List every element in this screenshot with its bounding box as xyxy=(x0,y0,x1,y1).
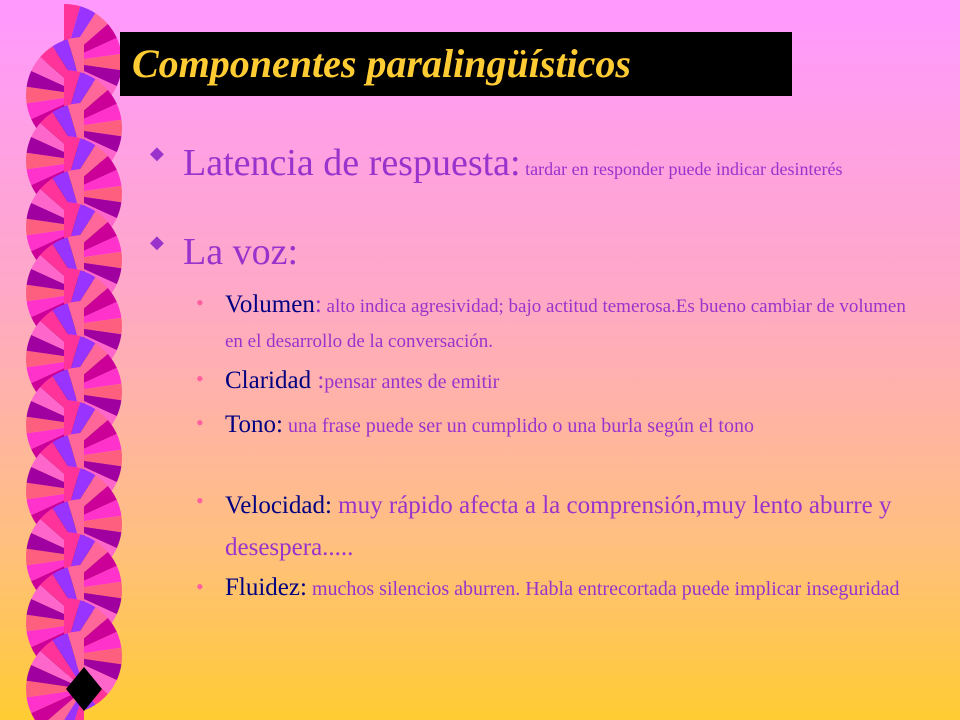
title-bar xyxy=(120,32,792,96)
sub-bullet-value: muchos silencios aburren. Habla entrecortada puede implicar inseguridad xyxy=(306,578,900,600)
sub-bullet-value: alto indica agresividad; bajo actitud temerosa.Es bueno cambiar de volumen en el desarrollo de la conversación. xyxy=(225,296,906,352)
slide-title: Componentes paralingüísticos xyxy=(132,41,631,86)
sub-bullet-value: una frase puede ser un cumplido o una burla según el tono xyxy=(282,415,754,437)
sub-bullet-sep: : xyxy=(314,291,322,318)
bullet-heading: Latencia de respuesta: xyxy=(183,142,521,184)
sub-bullet-key: Tono: xyxy=(225,411,283,438)
dot-bullet-icon: • xyxy=(196,290,204,315)
sub-bullet-value: pensar antes de emitir xyxy=(324,371,500,393)
dot-bullet-icon: • xyxy=(196,410,204,435)
bullet-detail: tardar en responder puede indicar desinterés xyxy=(520,159,843,179)
sub-bullet-key: Volumen xyxy=(225,291,315,318)
diamond-bullet-icon: ◆ xyxy=(150,143,164,163)
dot-bullet-icon: • xyxy=(196,366,204,391)
sub-bullet-key: Velocidad: xyxy=(225,492,332,519)
sub-bullet-key: Fluidez: xyxy=(225,574,307,601)
dot-bullet-icon: • xyxy=(196,574,204,599)
sub-bullet-key: Claridad xyxy=(225,367,318,394)
dot-bullet-icon: • xyxy=(196,488,204,513)
sub-bullet-value: muy rápido afecta a la comprensión,muy lento aburre y desespera..... xyxy=(225,492,892,561)
decorative-fan-border xyxy=(0,0,150,720)
bullet-heading: La voz: xyxy=(183,231,299,273)
sub-bullet-sep: : xyxy=(317,367,325,394)
diamond-bullet-icon: ◆ xyxy=(150,232,164,252)
